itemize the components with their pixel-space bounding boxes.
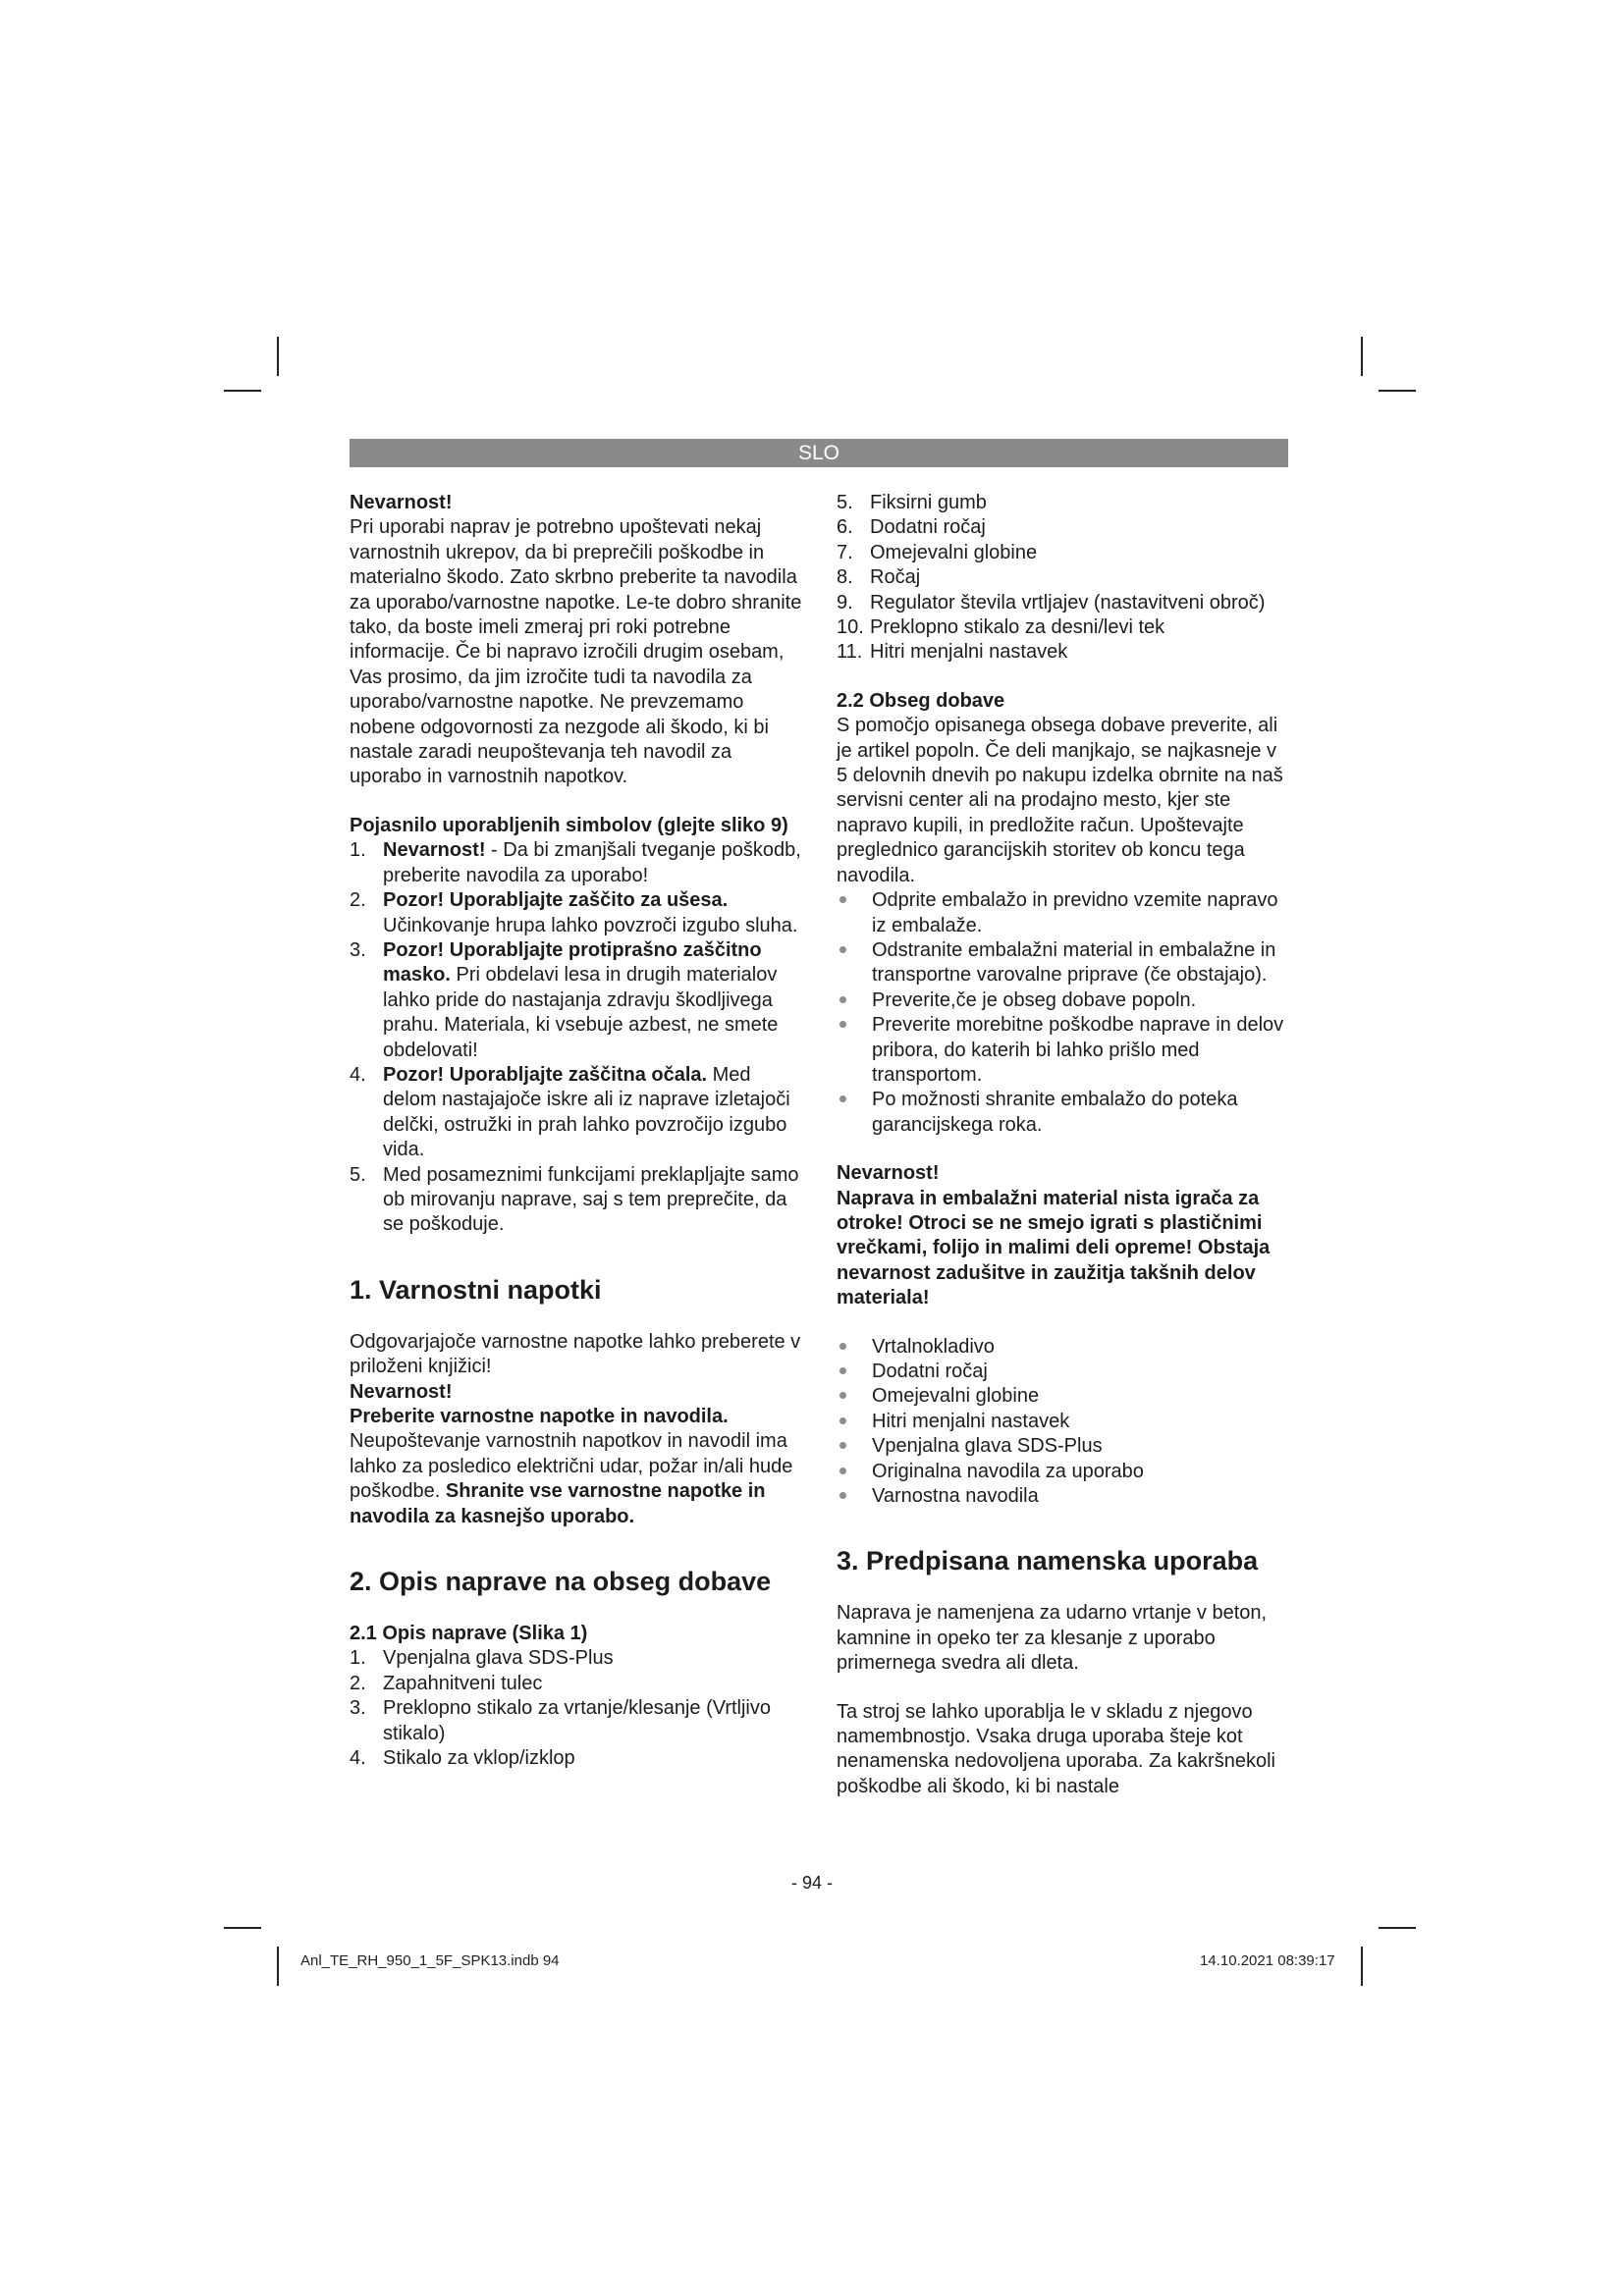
section-3-paragraph: Naprava je namenjena za udarno vrtanje v beton, kamnine in opeko ter za klesanje z uporabo primernega svedra ali dleta. xyxy=(837,1602,1268,1675)
list-item: 7. Omejevalni globine xyxy=(837,541,1038,563)
warning-title: Nevarnost! xyxy=(350,492,453,513)
list-item: Vrtalnokladivo xyxy=(837,1335,1290,1360)
crop-mark xyxy=(1379,390,1416,392)
list-item: Preverite,če je obseg dobave popoln. xyxy=(837,988,1290,1013)
list-item: Po možnosti shranite embalažo do poteka garancijskega roka. xyxy=(837,1088,1290,1138)
section-2-title: 2. Opis naprave na obseg dobave xyxy=(350,1567,772,1597)
section-1-title: 1. Varnostni napotki xyxy=(350,1274,602,1305)
list-item: 2. Pozor! Uporabljajte zaščito za ušesa. Učinkovanje hrupa lahko povzroči izgubo sluha. xyxy=(350,889,798,936)
list-item: Varnostna navodila xyxy=(837,1484,1290,1509)
list-item: 3. Preklopno stikalo za vrtanje/klesanje (Vrtljivo stikalo) xyxy=(350,1697,771,1744)
list-item: Hitri menjalni nastavek xyxy=(837,1410,1290,1434)
list-item: 11. Hitri menjalni nastavek xyxy=(837,641,1068,664)
list-item: 2. Zapahnitveni tulec xyxy=(350,1672,543,1694)
symbols-list xyxy=(350,838,803,1238)
crop-mark xyxy=(277,1947,279,1986)
warning-2-text: Naprava in embalažni material nista igrača za otroke! Otroci se ne smejo igrati s plastičnimi vrečkami, folijo in malimi deli opreme! Obstaja nevarnost zadušitve in zaužitja takšnih delov materiala! xyxy=(837,1187,1271,1309)
crop-mark xyxy=(224,1927,261,1929)
crop-mark xyxy=(277,337,279,376)
list-item: Originalna navodila za uporabo xyxy=(837,1460,1290,1484)
warning-2-title: Nevarnost! xyxy=(837,1162,940,1185)
list-item: Preverite morebitne poškodbe naprave in delov pribora, do katerih bi lahko prišlo med transportom. xyxy=(837,1013,1290,1088)
list-item: 1. Vpenjalna glava SDS-Plus xyxy=(350,1647,614,1670)
subsection-2-2-text: S pomočjo opisanega obsega dobave preverite, ali je artikel popoln. Če deli manjkajo, se najkasneje v 5 delovnih dnevih po nakupu izdelka obrnite na naš servisni center ali na prodajno mesto, kjer ste napravo kupili, in predložite račun. Upoštevajte preglednico garancijskih storitev ob koncu tega navodila. xyxy=(837,715,1283,886)
crop-mark xyxy=(1361,1947,1363,1986)
crop-mark xyxy=(224,390,261,392)
list-item: Omejevalni globine xyxy=(837,1384,1290,1409)
subsection-2-1-title: 2.1 Opis naprave (Slika 1) xyxy=(350,1623,588,1645)
list-item: 6. Dodatni ročaj xyxy=(837,516,986,539)
list-item: Odstranite embalažni material in embalažne in transportne varovalne priprave (če obstajajo). xyxy=(837,938,1290,988)
language-banner: SLO xyxy=(350,439,1288,467)
list-item: Odprite embalažo in previdno vzemite napravo iz embalaže. xyxy=(837,888,1290,938)
warning-text: Pri uporabi naprav je potrebno upoštevati nekaj varnostnih ukrepov, da bi preprečili poškodbe in materialno škodo. Zato skrbno preberite ta navodila za uporabo/varnostne napotke. Le-te dobro shranite tako, da boste imeli zmeraj pri roki potrebne informacije. Če bi napravo izročili drugim osebam, Vas prosimo, da jim izročite tudi ta navodila za uporabo/varnostne napotke. Ne prevzemamo nobene odgovornosti za nezgode ali škodo, ki bi nastale zaradi neupoštevanja teh navodil za uporabo in varnostnih napotkov. xyxy=(350,516,802,788)
device-parts-list xyxy=(350,1646,803,1771)
device-parts-list-continued xyxy=(837,491,1290,666)
list-item: 5. Fiksirni gumb xyxy=(837,492,987,513)
package-contents-list xyxy=(837,1335,1290,1510)
list-item: 4. Stikalo za vklop/izklop xyxy=(350,1747,575,1770)
section-1-intro: Odgovarjajoče varnostne napotke lahko preberete v priloženi knjižici! xyxy=(350,1330,801,1378)
footer-filename: Anl_TE_RH_950_1_5F_SPK13.indb 94 xyxy=(300,1952,560,1969)
crop-mark xyxy=(1361,337,1363,376)
section-3-title: 3. Predpisana namenska uporaba xyxy=(837,1546,1259,1576)
list-item: 3. Pozor! Uporabljajte protiprašno zaščitno masko. Pri obdelavi lesa in drugih materialov lahko pride do nastajanja zdravju škodljivega prahu. Materiala, ki vsebuje azbest, ne smete obdelovati! xyxy=(350,938,779,1061)
left-column xyxy=(350,491,803,1771)
list-item: 5. Med posameznimi funkcijami preklapljajte samo ob mirovanju naprave, saj s tem preprečite, da se poškoduje. xyxy=(350,1163,799,1236)
unpacking-steps-list xyxy=(837,888,1290,1138)
list-item: 9. Regulator števila vrtljajev (nastavitveni obroč) xyxy=(837,591,1266,614)
list-item: 10. Preklopno stikalo za desni/levi tek xyxy=(837,616,1165,639)
crop-mark xyxy=(1379,1927,1416,1929)
section-1-warning: Preberite varnostne napotke in navodila. Neupoštevanje varnostnih napotkov in navodil ima lahko za posledico električni udar, požar in/ali hude poškodbe. Shranite vse varnostne napotke in navodila za kasnejšo uporabo. xyxy=(350,1406,793,1527)
right-column xyxy=(837,491,1290,1799)
list-item: 1. Nevarnost! - Da bi zmanjšali tveganje poškodb, preberite navodila za uporabo! xyxy=(350,839,801,886)
section-3-paragraph: Ta stroj se lahko uporablja le v skladu z njegovo namembnostjo. Vsaka druga uporaba šteje kot nenamenska nedovoljena uporaba. Za kakršnekoli poškodbe ali škodo, ki bi nastale xyxy=(837,1700,1275,1797)
list-item: 8. Ročaj xyxy=(837,566,921,589)
page-number: - 94 - xyxy=(790,1873,833,1893)
subsection-2-2-title: 2.2 Obseg dobave xyxy=(837,689,1005,712)
symbols-title: Pojasnilo uporabljenih simbolov (glejte sliko 9) xyxy=(350,814,788,836)
list-item: Vpenjalna glava SDS-Plus xyxy=(837,1434,1290,1459)
list-item: Dodatni ročaj xyxy=(837,1360,1290,1384)
list-item: 4. Pozor! Uporabljajte zaščitna očala. Med delom nastajajoče iskre ali iz naprave izletajoči delčki, ostružki in prah lahko povzročijo izgubo vida. xyxy=(350,1063,790,1161)
footer-datetime: 14.10.2021 08:39:17 xyxy=(1200,1952,1335,1969)
section-1-warning-title: Nevarnost! xyxy=(350,1380,453,1403)
